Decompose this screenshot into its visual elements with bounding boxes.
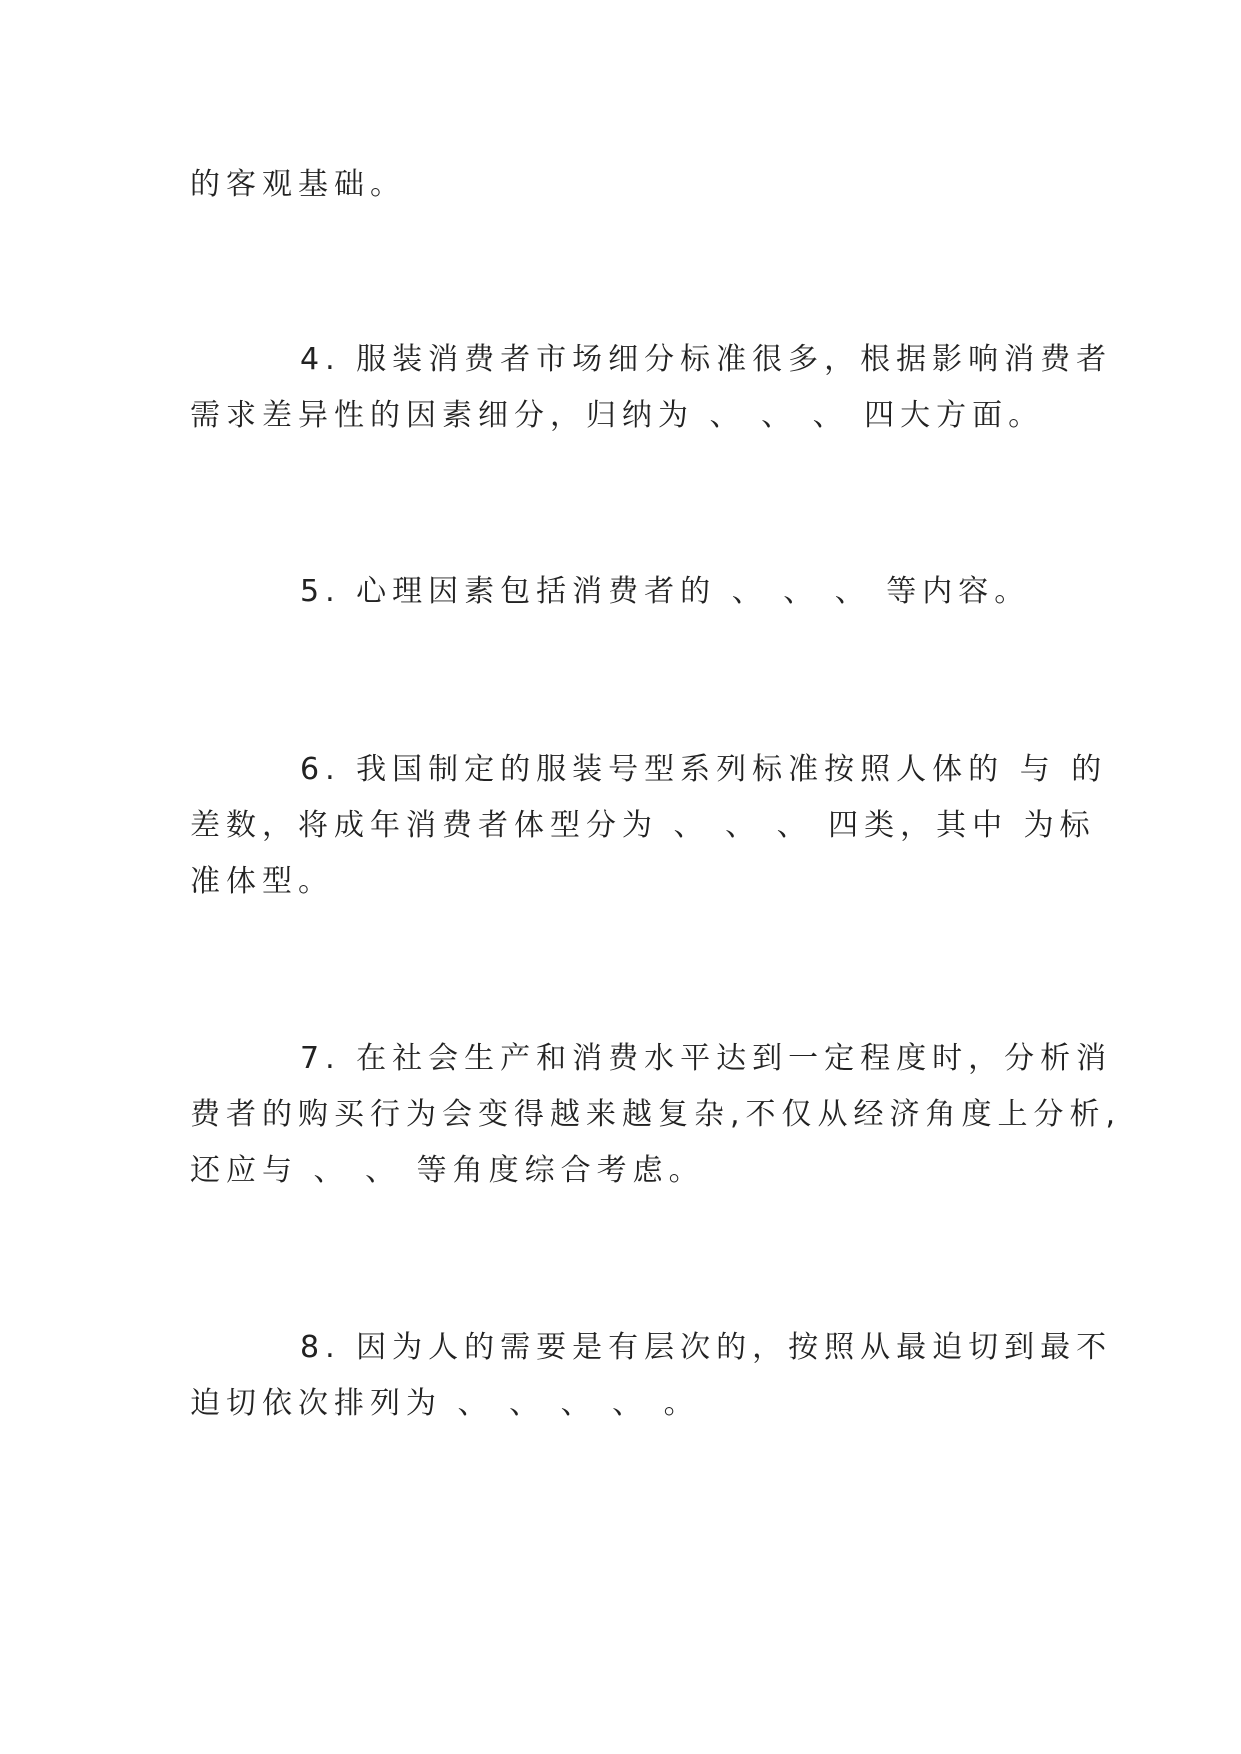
question-7-line-1: 7. 在社会生产和消费水平达到一定程度时，分析消	[300, 1041, 1113, 1076]
question-8-line-2: 迫切依次排列为 、 、 、 、 。	[190, 1386, 700, 1421]
question-6-line-3: 准体型。	[190, 864, 334, 899]
text-line: 的客观基础。	[190, 167, 406, 202]
question-6-line-1: 6. 我国制定的服装号型系列标准按照人体的 与 的	[300, 752, 1108, 787]
question-7-line-3: 还应与 、 、 等角度综合考虑。	[190, 1153, 705, 1188]
question-5-line-1: 5. 心理因素包括消费者的 、 、 、 等内容。	[300, 574, 1031, 609]
question-4-line-1: 4. 服装消费者市场细分标准很多，根据影响消费者	[300, 342, 1113, 377]
question-7-line-2: 费者的购买行为会变得越来越复杂,不仅从经济角度上分析,	[190, 1097, 1122, 1132]
question-4-line-2: 需求差异性的因素细分，归纳为 、 、 、 四大方面。	[190, 398, 1045, 433]
question-6-line-2: 差数，将成年消费者体型分为 、 、 、 四类，其中 为标	[190, 808, 1096, 843]
question-8-line-1: 8. 因为人的需要是有层次的，按照从最迫切到最不	[300, 1330, 1113, 1365]
